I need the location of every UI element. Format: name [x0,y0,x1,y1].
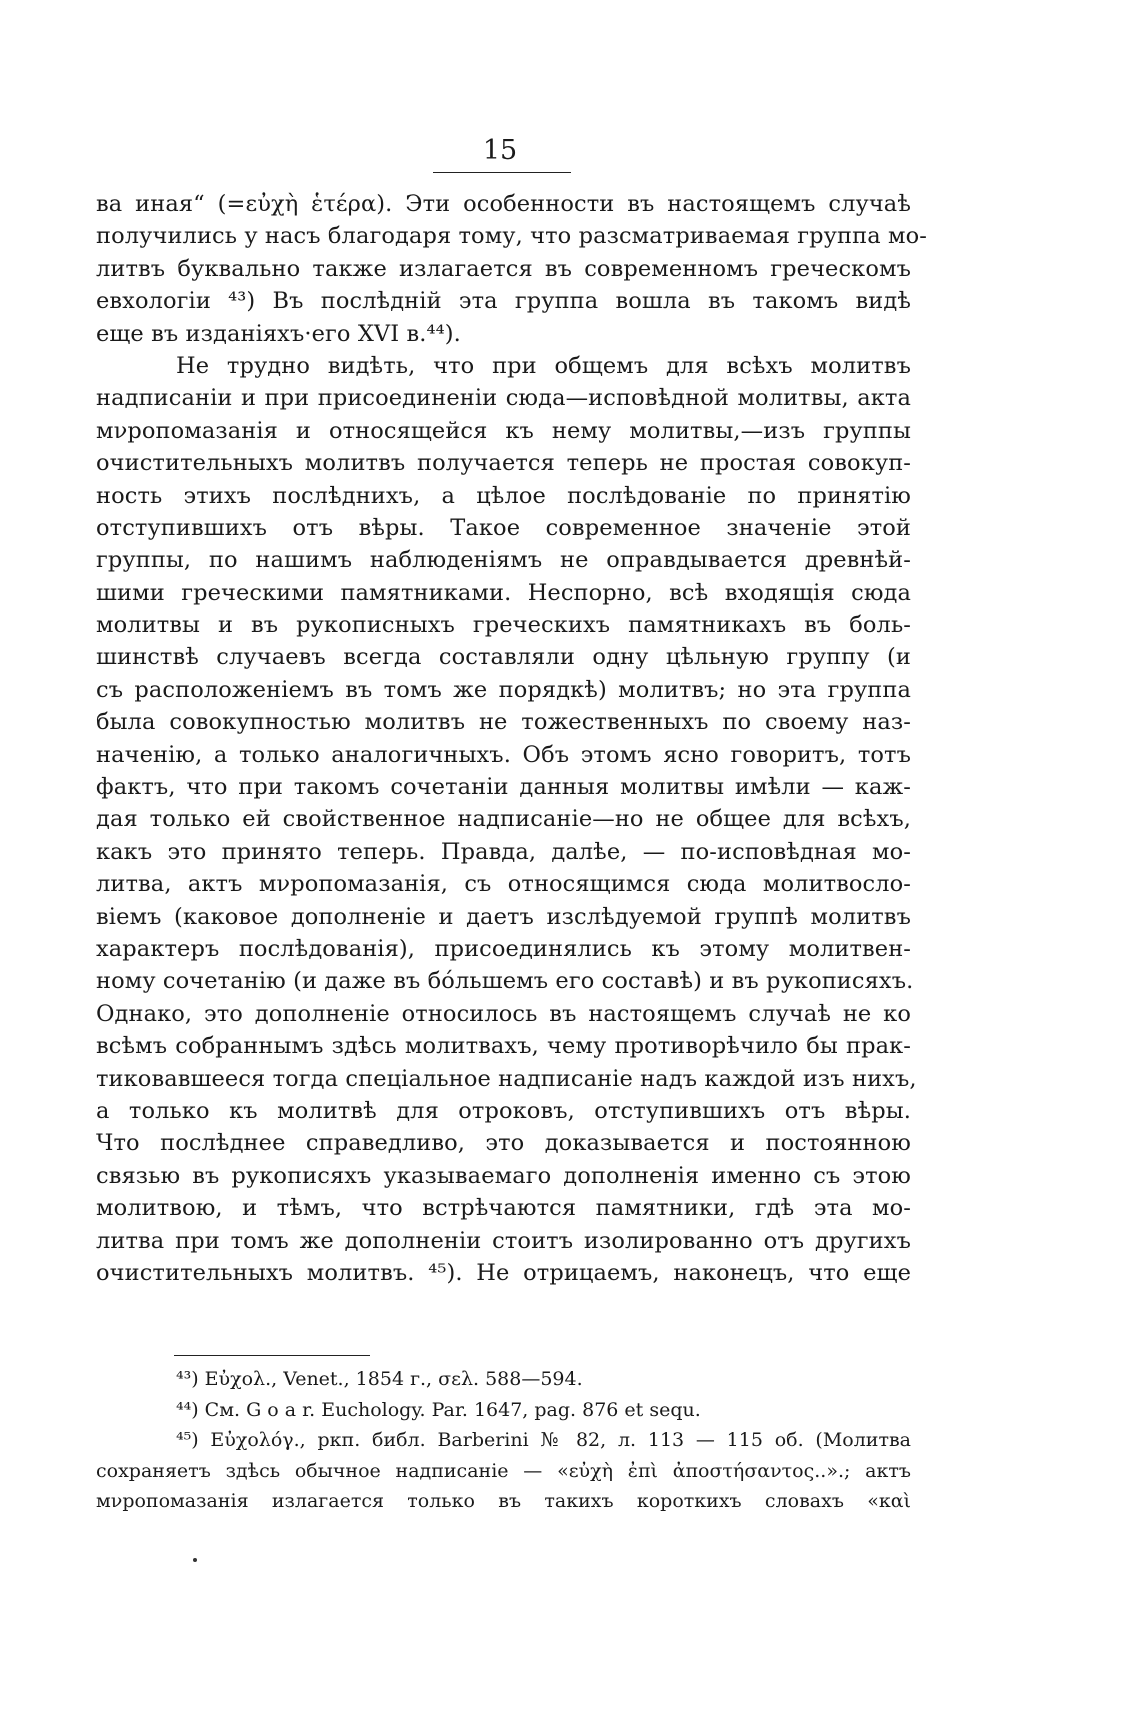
body-line: надписаніи и при присоединеніи сюда—исповѣдной молитвы, акта [96,385,911,412]
body-line: молитвы и въ рукописныхъ греческихъ памятникахъ въ боль- [96,612,911,639]
footnote-line: мνропомазанія излагается только въ такихъ короткихъ словахъ «καὶ [96,1490,911,1512]
footnote-rule [174,1355,370,1356]
body-line: віемъ (каковое дополненіе и даетъ изслѣдуемой группѣ молитвъ [96,903,911,930]
body-line: литвъ буквально также излагается въ современномъ греческомъ [96,255,911,282]
body-line: мνропомазанія и относящейся къ нему молитвы,—изъ группы [96,417,911,444]
footnote-line: ⁴³) Εὐχολ., Venet., 1854 г., σελ. 588—594. [176,1368,583,1390]
body-text [96,188,927,1289]
body-line: очистительныхъ молитвъ. ⁴⁵). Не отрицаемъ, наконецъ, что еще [96,1259,911,1286]
body-line: Не трудно видѣть, что при общемъ для всѣхъ молитвъ [176,352,911,379]
body-line: очистительныхъ молитвъ получается теперь не простая совокуп- [96,450,911,477]
body-line: ность этихъ послѣднихъ, а цѣлое послѣдованіе по принятію [96,482,911,509]
body-line: ва иная“ (=εὐχὴ ἑτέρα). Эти особенности въ настоящемъ случаѣ [96,191,911,217]
footnotes [96,1364,911,1517]
body-line: литва, актъ мνропомазанія, съ относящимся сюда молитвосло- [96,871,911,898]
body-line: шими греческими памятниками. Неспорно, всѣ входящія сюда [96,579,911,606]
ink-dot [193,1558,197,1562]
body-line: дая только ей свойственное надписаніе—но не общее для всѣхъ, [96,806,911,833]
body-line: съ расположеніемъ въ томъ же порядкѣ) молитвъ; но эта группа [96,676,911,703]
footnote-line: сохраняетъ здѣсь обычное надписаніе — «εὐχὴ ἐπὶ ἀποστήσαντος..».; актъ [96,1459,911,1482]
page-number-rule [433,172,571,173]
footnote-line: ⁴⁴) См. G o a r. Euchology. Par. 1647, pag. 876 et sequ. [176,1398,701,1421]
footnote-line: ⁴⁵) Εὐχολόγ., ркп. библ. Barberini № 82, л. 113 — 115 об. (Молитва [176,1429,911,1451]
page-number: 15 [482,135,518,166]
body-line: шинствѣ случаевъ всегда составляли одну цѣльную группу (и [96,644,911,671]
body-line: фактъ, что при такомъ сочетаніи данныя молитвы имѣли — каж- [96,774,911,801]
body-line: какъ это принято теперь. Правда, далѣе, — по-исповѣдная мо- [96,838,911,865]
body-line: ному сочетанію (и даже въ бо́льшемъ его составѣ) и въ рукописяхъ. [96,968,914,995]
body-line: получились у насъ благодаря тому, что разсматриваемая группа мо- [96,223,927,250]
body-line: отступившихъ отъ вѣры. Такое современное значеніе этой [96,514,911,541]
body-line: была совокупностью молитвъ не тожественныхъ по своему наз- [96,709,911,736]
body-line: а только къ молитвѣ для отроковъ, отступившихъ отъ вѣры. [96,1097,911,1124]
body-line: Что послѣднее справедливо, это доказывается и постоянною [96,1130,911,1157]
body-line: группы, по нашимъ наблюденіямъ не оправдывается древнѣй- [96,547,911,574]
body-line: евхологіи ⁴³) Въ послѣдній эта группа вошла въ такомъ видѣ [96,288,911,315]
body-line: наченію, а только аналогичныхъ. Объ этомъ ясно говоритъ, тотъ [96,741,911,768]
body-line: молитвою, и тѣмъ, что встрѣчаются памятники, гдѣ эта мо- [96,1195,911,1222]
body-line: еще въ изданіяхъ·его XVI в.⁴⁴). [96,320,461,347]
body-line: тиковавшееся тогда спеціальное надписаніе надъ каждой изъ нихъ, [96,1065,917,1092]
body-line: Однако, это дополненіе относилось въ настоящемъ случаѣ не ко [96,1000,911,1027]
body-line: характеръ послѣдованія), присоединялись къ этому молитвен- [96,935,911,962]
body-line: связью въ рукописяхъ указываемаго дополненія именно съ этою [96,1162,911,1189]
body-line: литва при томъ же дополненіи стоитъ изолированно отъ другихъ [96,1227,911,1254]
body-line: всѣмъ собраннымъ здѣсь молитвахъ, чему противорѣчило бы прак- [96,1033,911,1060]
